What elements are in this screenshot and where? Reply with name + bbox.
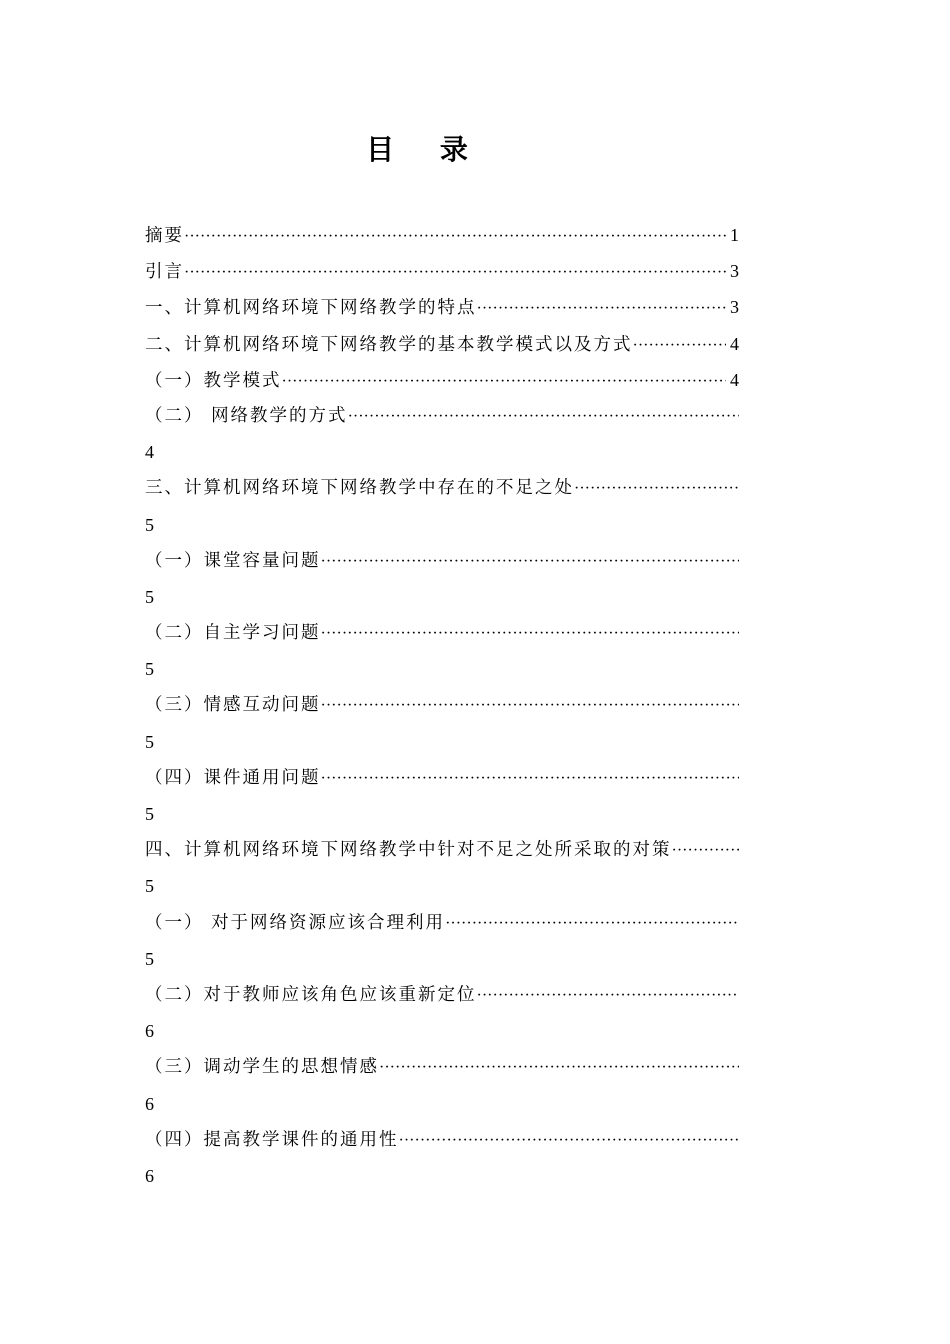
toc-entry[interactable] [145,1125,739,1161]
toc-entry[interactable] [145,690,739,726]
toc-entry[interactable] [145,473,739,509]
toc-leader-dots [477,294,727,324]
toc-leader-dots [321,691,740,721]
toc-entry-page: 6 [145,1021,154,1042]
toc-entry-page: 4 [730,369,739,390]
toc-entry-page: 5 [145,876,154,897]
toc-entry-page: 5 [145,948,154,969]
toc-entry[interactable] [145,908,739,944]
toc-leader-dots [184,222,726,252]
toc-entry-label: （二） 网络教学的方式 [145,405,348,426]
toc-entry[interactable] [145,220,739,256]
toc-entry[interactable] [145,980,739,1016]
toc-entry-label: 引言 [145,262,184,283]
toc-entry-page: 3 [730,261,739,282]
toc-leader-dots [321,619,740,649]
toc-entry[interactable] [145,401,739,437]
table-of-contents [145,220,739,1197]
toc-entry-label: （三）情感互动问题 [145,695,321,716]
toc-leader-dots [445,909,739,939]
toc-title: 目 录 [366,133,486,166]
toc-entry-label: （四）提高教学课件的通用性 [145,1129,399,1150]
toc-entry[interactable] [145,618,739,654]
toc-leader-dots [321,547,740,577]
toc-entry-page: 3 [730,297,739,318]
toc-entry-page: 5 [145,731,154,752]
toc-leader-dots [379,1053,739,1083]
toc-entry-label: （一） 对于网络资源应该合理利用 [145,912,446,933]
toc-entry-page: 5 [145,804,154,824]
toc-entry-label: （四）课件通用问题 [145,767,321,788]
toc-leader-dots [672,836,740,866]
toc-entry-page: 5 [145,586,154,607]
toc-entry-label: 一、计算机网络环境下网络教学的特点 [145,298,477,319]
toc-entry[interactable] [145,763,739,799]
toc-entry-label: （三）调动学生的思想情感 [145,1057,379,1078]
toc-leader-dots [477,981,740,1011]
toc-entry-page: 4 [145,442,154,463]
toc-entry-label: （二）自主学习问题 [145,623,321,644]
toc-entry[interactable] [145,256,739,292]
toc-leader-dots [282,367,727,397]
toc-leader-dots [399,1126,740,1156]
toc-entry-page: 1 [730,225,739,245]
toc-entry[interactable] [145,292,739,328]
toc-entry-page: 4 [730,333,739,354]
toc-entry-label: 二、计算机网络环境下网络教学的基本教学模式以及方式 [145,334,633,355]
toc-entry[interactable] [145,329,739,365]
toc-entry-label: （一）教学模式 [145,370,282,391]
toc-entry-page: 5 [145,659,154,680]
toc-entry-page: 6 [145,1165,154,1186]
toc-entry[interactable] [145,835,739,871]
toc-entry-label: （二）对于教师应该角色应该重新定位 [145,984,477,1005]
toc-entry-label: 四、计算机网络环境下网络教学中针对不足之处所采取的对策 [145,840,672,861]
toc-leader-dots [184,258,726,288]
toc-leader-dots [633,331,727,361]
toc-entry-label: （一）课堂容量问题 [145,550,321,571]
toc-entry[interactable] [145,365,739,401]
toc-leader-dots [321,764,740,794]
toc-entry-page: 5 [145,514,154,535]
toc-entry[interactable] [145,1052,739,1088]
toc-leader-dots [348,402,739,432]
toc-entry[interactable] [145,546,739,582]
toc-entry-page: 6 [145,1093,154,1114]
toc-entry-label: 三、计算机网络环境下网络教学中存在的不足之处 [145,478,574,499]
toc-leader-dots [574,474,739,504]
toc-entry-label: 摘要 [145,226,184,246]
